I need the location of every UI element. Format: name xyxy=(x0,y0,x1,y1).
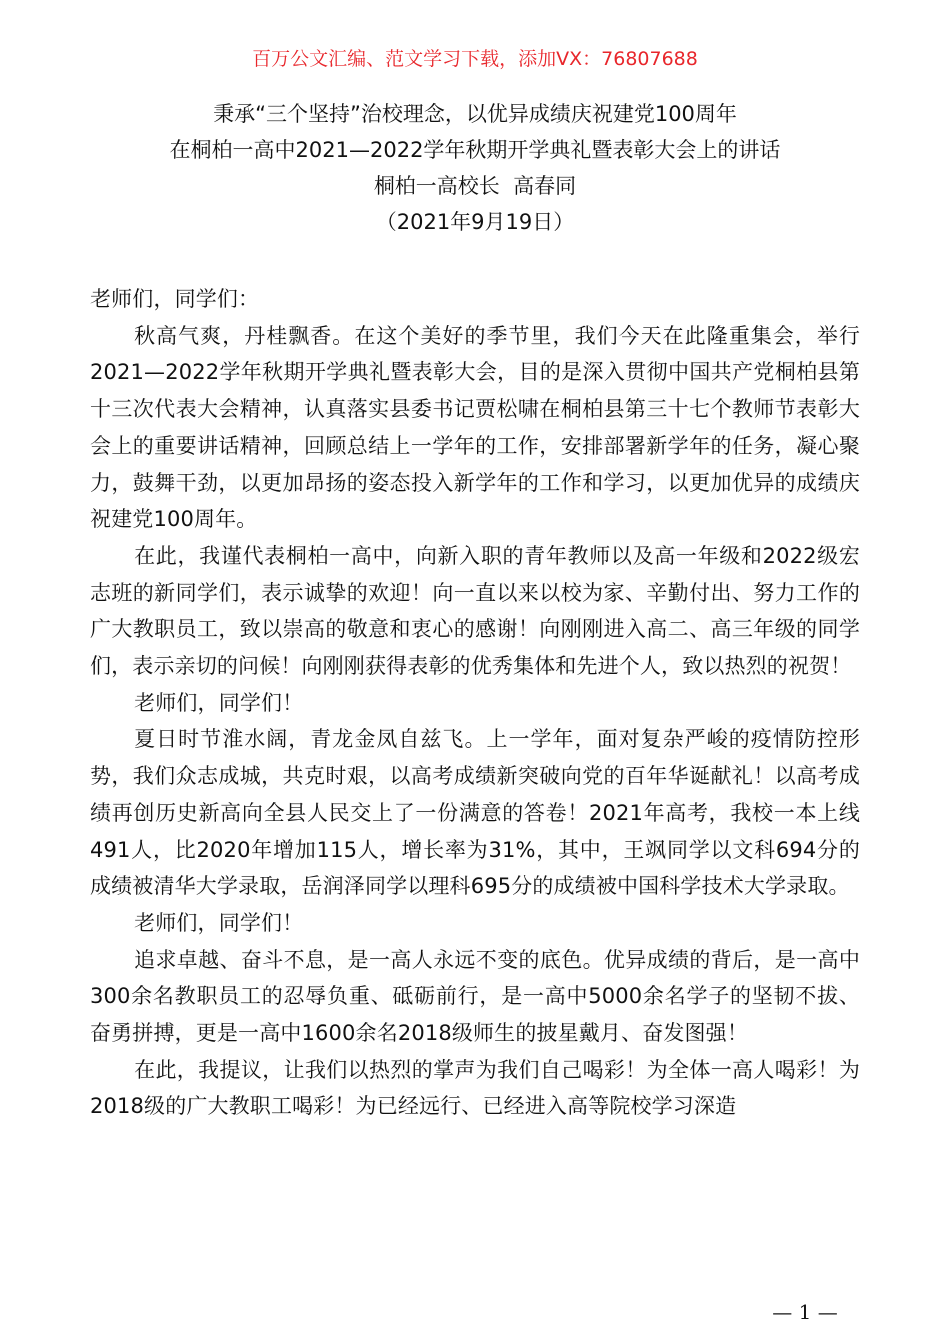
paragraph: 夏日时节淮水阔，青龙金凤自兹飞。上一学年，面对复杂严峻的疫情防控形势，我们众志成城，共克时艰，以高考成绩新突破向党的百年华诞献礼！以高考成绩再创历史新高向全县人民交上了一份满意的答卷！2021年高考，我校一本上线491人，比2020年增加115人，增长率为31%，其中，王飒同学以文科694分的成绩被清华大学录取，岳润泽同学以理科695分的成绩被中国科学技术大学录取。 xyxy=(90,727,860,899)
paragraph: 老师们，同学们！ xyxy=(134,910,304,935)
speech-body xyxy=(90,281,860,1125)
paragraph: 追求卓越、奋斗不息，是一高人永远不变的底色。优异成绩的背后，是一高中300余名教职员工的忍辱负重、砥砺前行，是一高中5000余名学子的坚韧不拔、奋勇拼搏，更是一高中1600余名2018级师生的披星戴月、奋发图强！ xyxy=(90,947,860,1046)
paragraph: 老师们，同学们！ xyxy=(134,690,304,715)
page-number: — 1 — xyxy=(772,1300,838,1324)
speaker-line: 桐柏一高校长 高春同 xyxy=(373,174,577,198)
document-header xyxy=(0,96,950,240)
title-line-1: 秉承“三个坚持”治校理念，以优异成绩庆祝建党100周年 xyxy=(213,102,737,126)
paragraph: 在此，我谨代表桐柏一高中，向新入职的青年教师以及高一年级和2022级宏志班的新同学们，表示诚挚的欢迎！向一直以来以校为家、辛勤付出、努力工作的广大教职员工，致以崇高的敬意和衷心的感谢！向刚刚进入高二、高三年级的同学们，表示亲切的问候！向刚刚获得表彰的优秀集体和先进个人，致以热烈的祝贺！ xyxy=(90,543,860,679)
title-line-2: 在桐柏一高中2021—2022学年秋期开学典礼暨表彰大会上的讲话 xyxy=(169,138,781,162)
paragraph: 秋高气爽，丹桂飘香。在这个美好的季节里，我们今天在此隆重集会，举行2021—2022学年秋期开学典礼暨表彰大会，目的是深入贯彻中国共产党桐柏县第十三次代表大会精神，认真落实县委书记贾松啸在桐柏县第三十七个教师节表彰大会上的重要讲话精神，回顾总结上一学年的工作，安排部署新学年的任务，凝心聚力，鼓舞干劲，以更加昂扬的姿态投入新学年的工作和学习，以更加优异的成绩庆祝建党100周年。 xyxy=(90,323,860,532)
salutation: 老师们，同学们： xyxy=(90,287,260,311)
paragraph: 在此，我提议，让我们以热烈的掌声为我们自己喝彩！为全体一高人喝彩！为2018级的广大教职工喝彩！为已经远行、已经进入高等院校学习深造 xyxy=(90,1057,860,1119)
date-line: （2021年9月19日） xyxy=(375,210,575,234)
watermark-banner: 百万公文汇编、范文学习下载，添加VX：76807688 xyxy=(252,48,698,70)
